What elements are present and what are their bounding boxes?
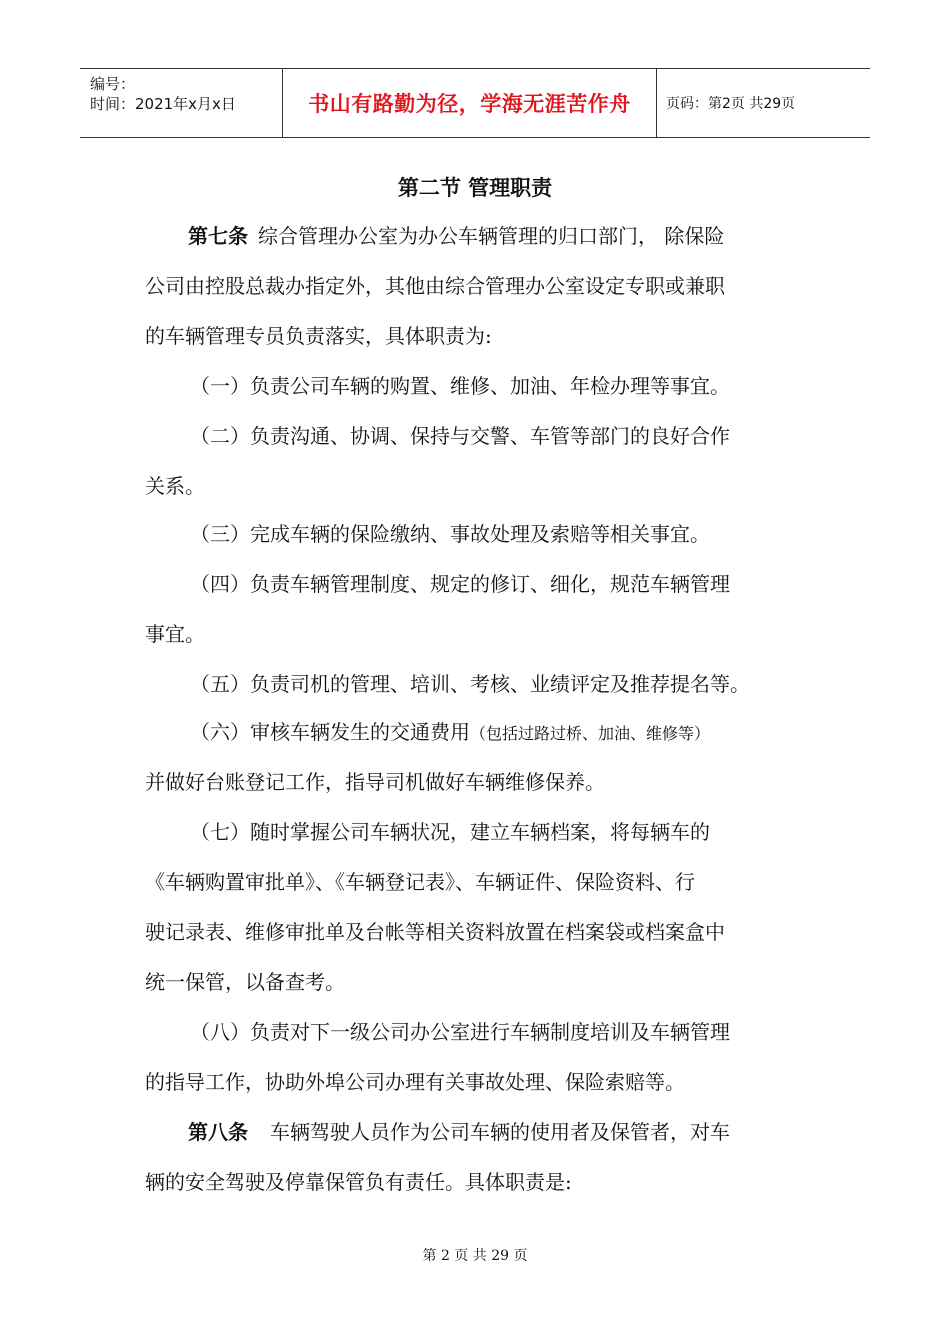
header-motto: 书山有路勤为径，学海无涯苦作舟 bbox=[282, 69, 657, 137]
item-7-line-1: （七）随时掌握公司车辆状况，建立车辆档案，将每辆车的 bbox=[190, 820, 710, 844]
item-6-note: （包括过路过桥、加油、维修等） bbox=[470, 724, 711, 743]
item-2-line-1: （二）负责沟通、协调、保持与交警、车管等部门的良好合作 bbox=[190, 424, 730, 448]
item-4-line-2: 事宜。 bbox=[145, 622, 205, 646]
article8-text-1: 车辆驾驶人员作为公司车辆的使用者及保管者，对车 bbox=[270, 1120, 730, 1144]
doc-time-label: 时间：2021年x月x日 bbox=[90, 95, 236, 113]
item-7-line-3: 驶记录表、维修审批单及台帐等相关资料放置在档案袋或档案盒中 bbox=[145, 920, 725, 944]
page-header bbox=[80, 68, 870, 138]
item-8-line-2: 的指导工作，协助外埠公司办理有关事故处理、保险索赔等。 bbox=[145, 1070, 685, 1094]
article7-first-line bbox=[188, 224, 724, 248]
item-6-line-1 bbox=[190, 720, 710, 746]
item-1: （一）负责公司车辆的购置、维修、加油、年检办理等事宜。 bbox=[190, 374, 730, 398]
article8-text-2: 辆的安全驾驶及停靠保管负有责任。具体职责是: bbox=[145, 1170, 572, 1194]
article7-text-1: 综合管理办公室为办公车辆管理的归口部门， 除保险 bbox=[258, 224, 725, 248]
item-5: （五）负责司机的管理、培训、考核、业绩评定及推荐提名等。 bbox=[190, 672, 750, 696]
item-2-line-2: 关系。 bbox=[145, 474, 205, 498]
item-8-line-1: （八）负责对下一级公司办公室进行车辆制度培训及车辆管理 bbox=[190, 1020, 730, 1044]
article8-first-line bbox=[188, 1120, 730, 1144]
item-7-line-2: 《车辆购置审批单》、《车辆登记表》、车辆证件、保险资料、行 bbox=[145, 870, 695, 894]
item-3: （三）完成车辆的保险缴纳、事故处理及索赔等相关事宜。 bbox=[190, 522, 710, 546]
item-4-line-1: （四）负责车辆管理制度、规定的修订、细化，规范车辆管理 bbox=[190, 572, 730, 596]
article7-label: 第七条 bbox=[188, 224, 248, 248]
header-page-label: 页码：第2页 共29页 bbox=[666, 96, 796, 112]
item-6-main-text: （六）审核车辆发生的交通费用 bbox=[190, 720, 470, 744]
page-footer: 第 2 页 共 29 页 bbox=[422, 1248, 528, 1264]
article8-label: 第八条 bbox=[188, 1120, 248, 1144]
item-6-line-2: 并做好台账登记工作，指导司机做好车辆维修保养。 bbox=[145, 770, 605, 794]
section-title: 第二节 管理职责 bbox=[397, 176, 553, 200]
item-7-line-4: 统一保管，以备查考。 bbox=[145, 970, 345, 994]
header-meta bbox=[80, 69, 282, 137]
article7-text-3: 的车辆管理专员负责落实，具体职责为: bbox=[145, 324, 492, 348]
doc-number-label: 编号： bbox=[90, 75, 136, 93]
article7-text-2: 公司由控股总裁办指定外，其他由综合管理办公室设定专职或兼职 bbox=[145, 274, 725, 298]
